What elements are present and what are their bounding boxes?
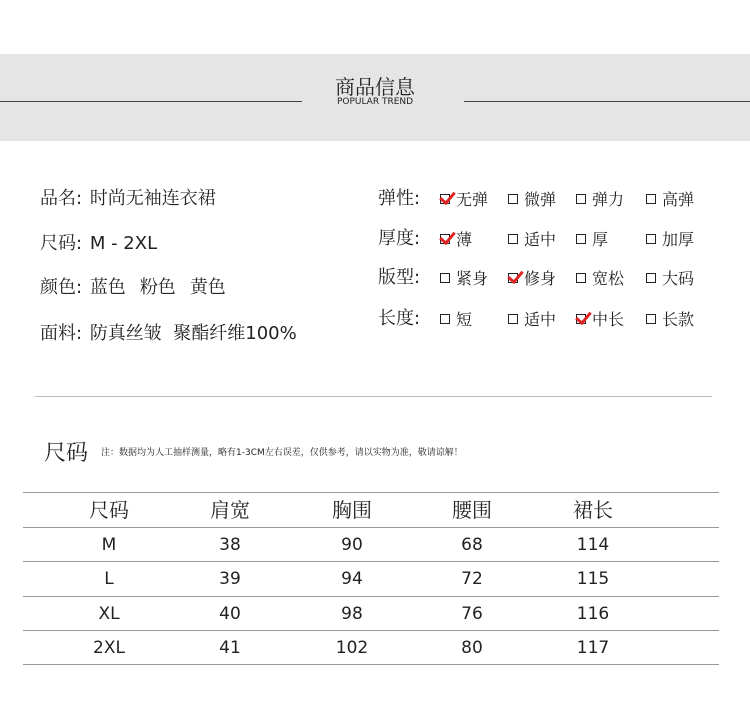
attribute-option-label: 宽松 — [592, 269, 625, 288]
size-chart-heading: 尺码 — [44, 441, 89, 466]
attribute-option — [646, 187, 694, 210]
table-header-cell: 裙长 — [573, 498, 613, 522]
table-row — [23, 630, 719, 665]
table-cell: 38 — [219, 534, 241, 555]
attribute-option-label: 适中 — [524, 230, 557, 249]
attribute-option — [646, 307, 694, 330]
table-cell: 68 — [461, 534, 483, 555]
attribute-label: 厚度: — [378, 228, 421, 249]
attribute-option — [440, 266, 488, 289]
table-cell: XL — [98, 603, 120, 624]
checkbox-icon — [646, 273, 656, 283]
attribute-option-label: 微弹 — [524, 190, 557, 209]
checkbox-icon — [440, 273, 450, 283]
section-banner — [0, 54, 750, 141]
attribute-option — [508, 266, 556, 289]
attribute-label: 弹性: — [378, 188, 421, 209]
info-name-value: 时尚无袖连衣裙 — [89, 188, 216, 209]
color-option: 黄色 — [189, 277, 226, 298]
table-header-row — [23, 492, 719, 527]
attribute-option-label: 大码 — [662, 269, 695, 288]
table-cell: 114 — [576, 534, 610, 555]
checkbox-checked-icon — [508, 273, 518, 283]
checkbox-icon — [440, 314, 450, 324]
color-option: 蓝色 — [89, 277, 126, 298]
table-row — [23, 527, 719, 562]
attribute-option — [508, 307, 556, 330]
attribute-option-label: 紧身 — [456, 269, 489, 288]
attribute-option — [646, 227, 694, 250]
checkbox-icon — [646, 194, 656, 204]
checkbox-checked-icon — [440, 234, 450, 244]
table-cell: 102 — [335, 638, 369, 658]
banner-title: 商品信息 — [335, 75, 415, 99]
attribute-option-label: 加厚 — [662, 230, 695, 249]
attribute-option-label: 弹力 — [592, 190, 625, 209]
attribute-option — [508, 187, 556, 210]
checkbox-icon — [646, 234, 656, 244]
attribute-option — [440, 307, 472, 330]
checkbox-checked-icon — [440, 194, 450, 204]
size-table — [23, 492, 719, 665]
table-cell: 39 — [219, 569, 241, 589]
checkbox-icon — [576, 234, 586, 244]
table-cell: 2XL — [93, 638, 125, 658]
attribute-option-label: 厚 — [592, 230, 609, 249]
attribute-option-label: 中长 — [592, 310, 625, 329]
info-fabric-value: 防真丝皱 聚酯纤维100% — [89, 323, 297, 344]
attribute-label: 版型: — [378, 267, 421, 288]
checkbox-checked-icon — [576, 314, 586, 324]
table-header-cell: 腰围 — [452, 498, 492, 522]
attribute-option — [646, 266, 694, 289]
info-fabric-label: 面料: — [40, 323, 83, 344]
checkbox-icon — [508, 314, 518, 324]
table-cell: 41 — [219, 638, 241, 658]
table-cell: 116 — [576, 603, 610, 624]
table-header-cell: 尺码 — [89, 498, 129, 522]
table-cell: 94 — [341, 569, 363, 589]
info-size-label: 尺码: — [40, 233, 83, 254]
table-cell: 80 — [461, 638, 483, 658]
info-size-row — [40, 229, 157, 255]
table-cell: 115 — [576, 569, 610, 589]
attribute-option-label: 适中 — [524, 310, 557, 329]
attribute-option-label: 短 — [456, 310, 473, 329]
checkbox-icon — [508, 194, 518, 204]
attribute-option-label: 薄 — [456, 230, 473, 249]
info-fabric-row — [40, 319, 297, 345]
table-cell: 90 — [341, 534, 363, 555]
attribute-option — [576, 307, 624, 330]
color-option: 粉色 — [139, 277, 176, 298]
info-name-label: 品名: — [40, 188, 83, 209]
section-divider — [35, 396, 712, 397]
attribute-option — [576, 266, 624, 289]
attribute-option-label: 高弹 — [662, 190, 695, 209]
table-cell: 117 — [576, 638, 610, 658]
attribute-option — [440, 187, 488, 210]
table-cell: 76 — [461, 603, 483, 624]
info-size-value: M - 2XL — [89, 233, 158, 254]
table-cell: M — [101, 534, 117, 555]
banner-subtitle: POPULAR TREND — [336, 97, 414, 107]
attribute-option — [440, 227, 472, 250]
checkbox-icon — [508, 234, 518, 244]
attribute-option-label: 修身 — [524, 269, 557, 288]
table-cell: 72 — [461, 569, 483, 589]
table-cell: 40 — [219, 603, 241, 624]
info-color-row — [40, 273, 240, 299]
attribute-option-label: 无弹 — [456, 190, 489, 209]
attribute-option — [576, 227, 608, 250]
info-name-row — [40, 184, 216, 210]
attribute-label: 长度: — [378, 308, 421, 329]
table-cell: L — [104, 569, 114, 589]
attribute-option — [576, 187, 624, 210]
attribute-option-label: 长款 — [662, 310, 695, 329]
attribute-option — [508, 227, 556, 250]
info-color-values — [90, 277, 240, 298]
checkbox-icon — [576, 273, 586, 283]
info-color-label: 颜色: — [40, 277, 83, 298]
checkbox-icon — [646, 314, 656, 324]
table-header-cell: 肩宽 — [210, 498, 250, 522]
table-row — [23, 561, 719, 596]
checkbox-icon — [576, 194, 586, 204]
table-row — [23, 596, 719, 631]
size-chart-note: 注：数据均为人工抽样测量，略有1-3CM左右误差，仅供参考，请以实物为准，敬请谅解！ — [101, 448, 463, 458]
table-header-cell: 胸围 — [332, 498, 372, 522]
table-cell: 98 — [341, 603, 363, 624]
